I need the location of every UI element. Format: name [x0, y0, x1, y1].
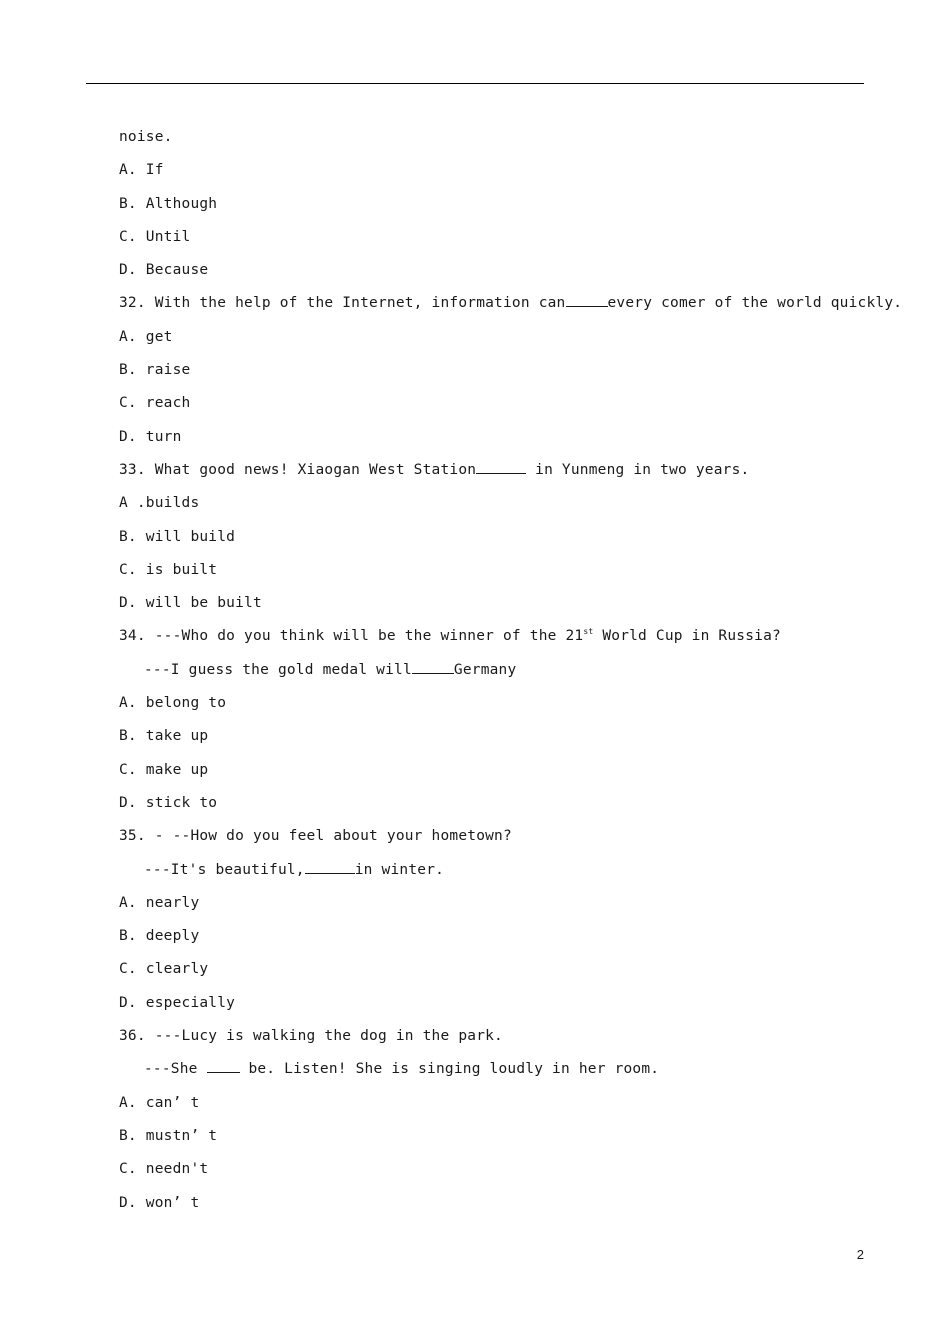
question-35-reply	[119, 857, 879, 890]
question-text: 34. ---Who do you think will be the winner of the 21	[119, 628, 584, 645]
option-a: A. can’ t	[119, 1094, 200, 1111]
reply-text: Germany	[453, 661, 517, 678]
page-number: 2	[856, 1247, 864, 1262]
question-34	[119, 623, 879, 656]
option-d: D. turn	[119, 428, 182, 445]
option-d: D. stick to	[119, 794, 218, 811]
option-b: B. raise	[119, 362, 191, 379]
option-a: A. If	[119, 162, 164, 179]
answer-blank	[476, 458, 526, 474]
reply-text: ---She	[144, 1061, 207, 1078]
option-b: B. deeply	[119, 928, 200, 945]
option-d: D. will be built	[119, 595, 262, 612]
question-text: every comer of the world quickly.	[607, 295, 903, 312]
option-c: C. is built	[119, 561, 218, 578]
reply-text: ---I guess the gold medal will	[144, 661, 412, 678]
option-b: B. Although	[119, 195, 218, 212]
ordinal-superscript: st	[583, 627, 594, 637]
question-text: in Yunmeng in two years.	[526, 461, 750, 478]
answer-blank	[305, 858, 355, 874]
option-a: A .builds	[119, 495, 200, 512]
question-text: World Cup in Russia?	[593, 628, 781, 645]
option-c: C. needn't	[119, 1161, 209, 1178]
question-36: 36. ---Lucy is walking the dog in the park.	[119, 1028, 503, 1045]
option-b: B. take up	[119, 728, 209, 745]
option-d: D. especially	[119, 994, 236, 1011]
option-c: C. Until	[119, 228, 191, 245]
option-c: C. make up	[119, 761, 209, 778]
question-34-reply	[119, 657, 879, 690]
question-31-stem-end: noise.	[119, 129, 173, 145]
answer-blank	[412, 658, 454, 674]
option-a: A. belong to	[119, 695, 227, 712]
question-text: 33. What good news! Xiaogan West Station	[119, 461, 477, 478]
answer-blank	[566, 291, 608, 307]
option-b: B. will build	[119, 528, 236, 545]
header-rule	[86, 83, 864, 84]
question-32	[119, 290, 903, 323]
option-b: B. mustn’ t	[119, 1127, 218, 1144]
reply-text: be. Listen! She is singing loudly in her room.	[239, 1061, 660, 1078]
option-c: C. clearly	[119, 961, 209, 978]
reply-text: ---It's beautiful,	[144, 861, 305, 878]
option-d: D. won’ t	[119, 1194, 200, 1211]
document-body	[119, 124, 903, 1223]
option-a: A. nearly	[119, 894, 200, 911]
answer-blank	[207, 1057, 240, 1073]
question-36-reply	[119, 1056, 879, 1089]
option-a: A. get	[119, 328, 173, 345]
question-text: 32. With the help of the Internet, information can	[119, 295, 566, 312]
reply-text: in winter.	[354, 861, 445, 878]
question-35: 35. - --How do you feel about your hometown?	[119, 828, 512, 845]
option-d: D. Because	[119, 262, 209, 279]
option-c: C. reach	[119, 395, 191, 412]
question-33	[119, 457, 879, 490]
